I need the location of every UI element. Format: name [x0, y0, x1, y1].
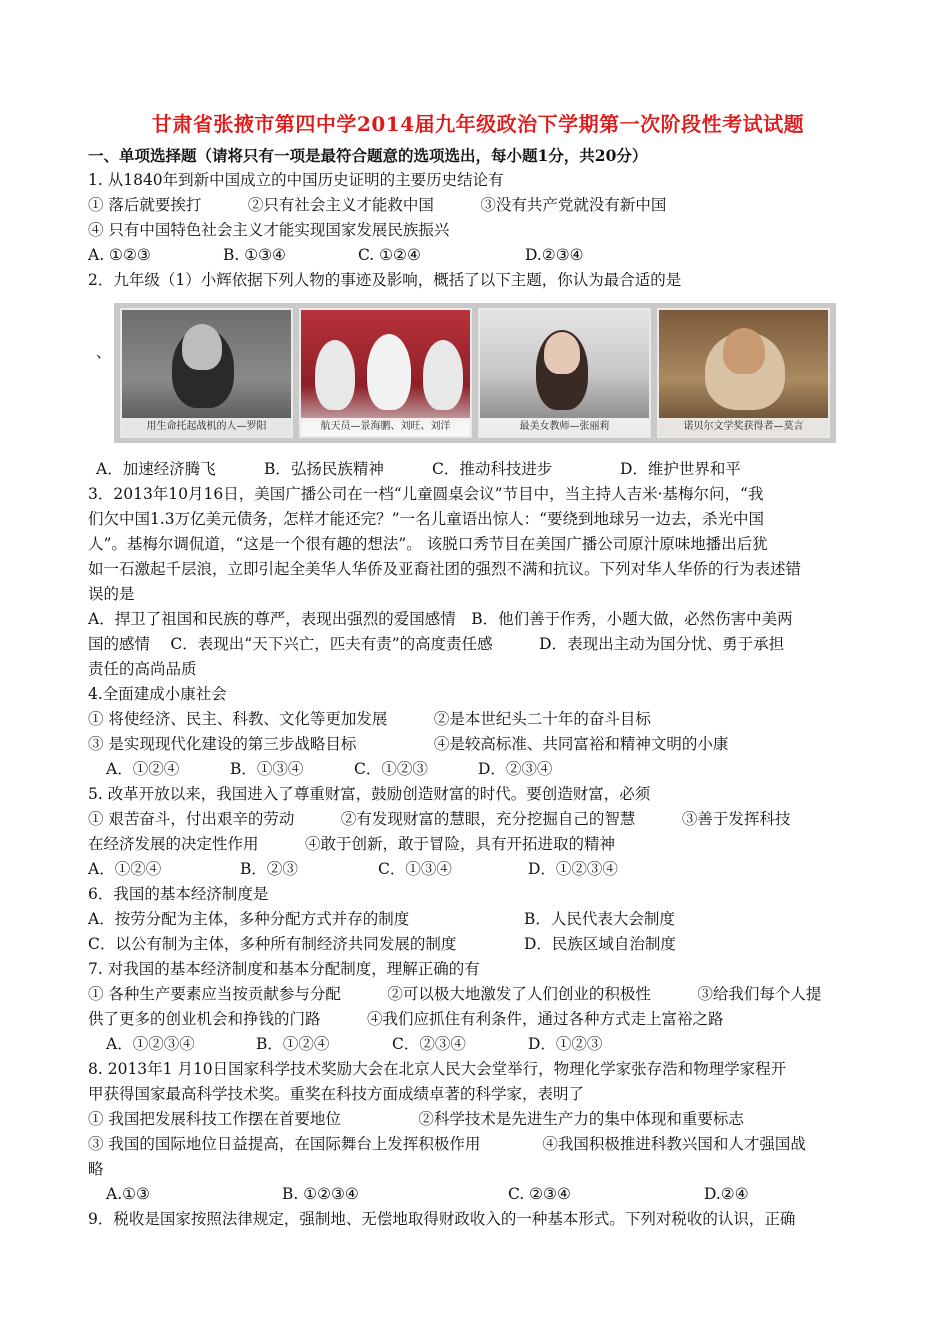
photo-caption: 诺贝尔文学奖获得者—莫言 — [659, 418, 828, 436]
question-4-statement: ① 将使经济、民主、科教、文化等更加发展 ②是本世纪头二十年的奋斗目标 — [88, 710, 651, 728]
question-3-text: 们欠中国1.3万亿美元债务，怎样才能还完？”一名儿童语出惊人：“要绕到地球另一边去，杀光中国 — [88, 510, 765, 528]
photo-luo-yang — [120, 308, 293, 438]
question-3-text: 误的是 — [88, 585, 135, 603]
person-figure — [315, 340, 355, 410]
option-a[interactable]: A．①②④ — [88, 860, 162, 878]
photo-caption: 最美女教师—张丽莉 — [480, 418, 649, 436]
question-7-stem: 7. 对我国的基本经济制度和基本分配制度，理解正确的有 — [88, 960, 480, 978]
question-1-statement: ① 落后就要挨打 ②只有社会主义才能救中国 ③没有共产党就没有新中国 — [88, 196, 667, 214]
question-5-statement: ① 艰苦奋斗，付出艰辛的劳动 ②有发现财富的慧眼，充分挖掘自己的智慧 ③善于发挥科技 — [88, 810, 791, 828]
person-face — [544, 332, 580, 374]
option-b[interactable]: B. ①③④ — [223, 246, 286, 264]
question-8-statement: ① 我国把发展科技工作摆在首要地位 ②科学技术是先进生产力的集中体现和重要标志 — [88, 1110, 744, 1128]
option-a[interactable]: A．加速经济腾飞 — [96, 460, 216, 478]
exam-title: 甘肃省张掖市第四中学2014届九年级政治下学期第一次阶段性考试试题 — [151, 112, 805, 136]
option-b[interactable]: B．①③④ — [230, 760, 304, 778]
option-a[interactable]: A．按劳分配为主体，多种分配方式并存的制度 — [88, 910, 410, 928]
question-7-options — [88, 1032, 868, 1057]
question-8-options — [88, 1182, 868, 1207]
photo-caption: 用生命托起战机的人—罗阳 — [122, 418, 291, 436]
question-3-text: 如一石激起千层浪，立即引起全美华人华侨及亚裔社团的强烈不满和抗议。下列对华人华侨的行为表述错 — [88, 560, 802, 578]
question-2-options — [88, 457, 868, 482]
option-d[interactable]: D.②④ — [704, 1185, 749, 1203]
question-4-options — [88, 757, 868, 782]
option-c[interactable]: C．以公有制为主体，多种所有制经济共同发展的制度 — [88, 935, 457, 953]
question-4-statement: ③ 是实现现代化建设的第三步战略目标 ④是较高标准、共同富裕和精神文明的小康 — [88, 735, 729, 753]
option-d[interactable]: D．①②③④ — [528, 860, 618, 878]
question-1-statement: ④ 只有中国特色社会主义才能实现国家发展民族振兴 — [88, 221, 450, 239]
option-a[interactable]: A.①③ — [106, 1185, 150, 1203]
question-8-statement: ③ 我国的国际地位日益提高，在国际舞台上发挥积极作用 ④我国积极推进科教兴国和人才强国战 — [88, 1135, 806, 1153]
option-c[interactable]: C．②③④ — [392, 1035, 466, 1053]
option-b[interactable]: B．②③ — [240, 860, 298, 878]
question-5-stem: 5. 改革开放以来，我国进入了尊重财富，鼓励创造财富的时代。要创造财富，必须 — [88, 785, 651, 803]
photo-frame — [114, 303, 836, 443]
option-c[interactable]: C．①③④ — [378, 860, 452, 878]
question-5-statement: 在经济发展的决定性作用 ④敢于创新，敢于冒险，具有开拓进取的精神 — [88, 835, 616, 853]
question-4-stem: 4.全面建成小康社会 — [88, 685, 227, 703]
option-d[interactable]: D.②③④ — [525, 246, 584, 264]
question-6-options — [88, 907, 868, 932]
option-c[interactable]: C．①②③ — [354, 760, 428, 778]
question-3-options: 国的感情 C．表现出“天下兴亡，匹夫有责”的高度责任感 D．表现出主动为国分忧、勇于承担 — [88, 635, 785, 653]
person-figure — [423, 340, 463, 410]
option-d[interactable]: D．②③④ — [478, 760, 553, 778]
option-b[interactable]: B．①②④ — [256, 1035, 330, 1053]
option-c[interactable]: C．推动科技进步 — [432, 460, 553, 478]
option-d[interactable]: D．①②③ — [528, 1035, 603, 1053]
photo-caption: 航天员—景海鹏、刘旺、刘洋 — [301, 418, 470, 436]
stray-mark: 、 — [96, 343, 112, 361]
question-8-text: 8. 2013年1 月10日国家科学技术奖励大会在北京人民大会堂举行，物理化学家张存浩和物理学家程开 — [88, 1060, 787, 1078]
photo-zhang-lili — [478, 308, 651, 438]
option-b[interactable]: B．人民代表大会制度 — [524, 910, 675, 928]
question-2-photo-strip — [88, 303, 868, 451]
question-3-options: 责任的高尚品质 — [88, 660, 197, 678]
photo-mo-yan — [657, 308, 830, 438]
section-heading: 一、单项选择题（请将只有一项是最符合题意的选项选出，每小题1分，共20分） — [88, 146, 648, 165]
question-7-statement: ① 各种生产要素应当按贡献参与分配 ②可以极大地激发了人们创业的积极性 ③给我们每个人提 — [88, 985, 822, 1003]
question-8-text: 甲获得国家最高科学技术奖。重奖在科技方面成绩卓著的科学家，表明了 — [88, 1085, 585, 1103]
option-c[interactable]: C. ①②④ — [358, 246, 421, 264]
person-figure — [367, 334, 411, 410]
question-1-stem: 1. 从1840年到新中国成立的中国历史证明的主要历史结论有 — [88, 171, 504, 189]
question-5-options — [88, 857, 868, 882]
question-9-text: 9．税收是国家按照法律规定，强制地、无偿地取得财政收入的一种基本形式。下列对税收的认识，正确 — [88, 1210, 796, 1228]
question-3-text: 人”。基梅尔调侃道，“这是一个很有趣的想法”。 该脱口秀节目在美国广播公司原汁原味地播出后犹 — [88, 535, 768, 553]
option-d[interactable]: D．维护世界和平 — [620, 460, 741, 478]
photo-astronauts — [299, 308, 472, 438]
option-b[interactable]: B. ①②③④ — [282, 1185, 359, 1203]
option-a[interactable]: A．①②④ — [106, 760, 180, 778]
person-face — [182, 324, 222, 370]
option-c[interactable]: C. ②③④ — [508, 1185, 571, 1203]
option-a[interactable]: A．①②③④ — [106, 1035, 195, 1053]
question-3-options: A．捍卫了祖国和民族的尊严，表现出强烈的爱国感情 B．他们善于作秀，小题大做，必然伤害中美两 — [88, 610, 793, 628]
question-3-text: 3．2013年10月16日，美国广播公司在一档“儿童圆桌会议”节目中，当主持人吉米·基梅尔问，“我 — [88, 485, 764, 503]
option-b[interactable]: B．弘扬民族精神 — [264, 460, 384, 478]
question-1-options — [88, 243, 868, 268]
person-face — [723, 328, 765, 374]
question-6-stem: 6．我国的基本经济制度是 — [88, 885, 269, 903]
question-7-statement: 供了更多的创业机会和挣钱的门路 ④我们应抓住有利条件，通过各种方式走上富裕之路 — [88, 1010, 724, 1028]
question-6-options — [88, 932, 868, 957]
option-d[interactable]: D．民族区域自治制度 — [524, 935, 676, 953]
exam-page — [88, 108, 868, 1232]
question-8-statement: 略 — [88, 1160, 104, 1178]
question-2-stem: 2．九年级（1）小辉依据下列人物的事迹及影响，概括了以下主题，你认为最合适的是 — [88, 271, 682, 289]
option-a[interactable]: A. ①②③ — [88, 246, 151, 264]
